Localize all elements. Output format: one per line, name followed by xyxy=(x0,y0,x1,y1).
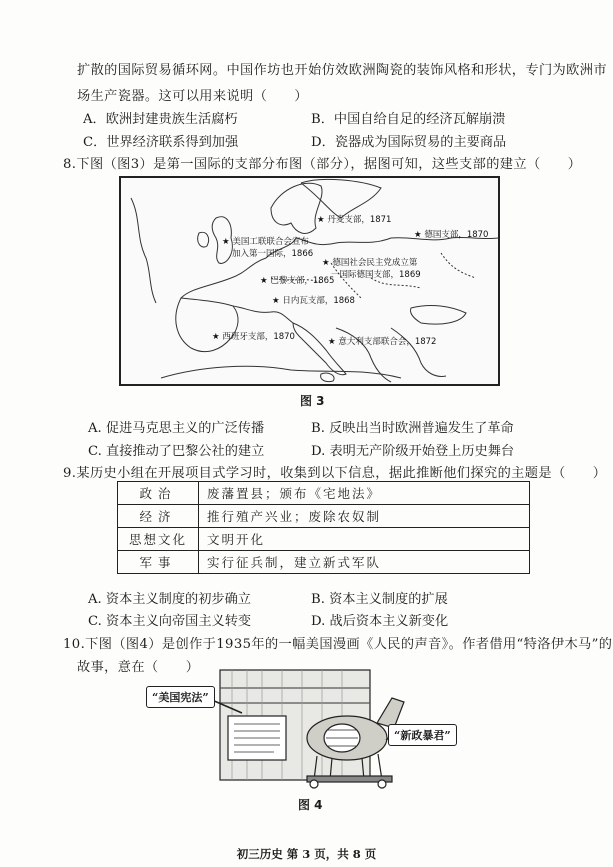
intro-line-1: 扩散的国际贸易循环网。中国作坊也开始仿效欧洲陶瓷的装饰风格和形状，专门为欧洲市 xyxy=(77,63,607,78)
q8-stem: 8.下图（图3）是第一国际的支部分布图（部分），据图可知，这些支部的建立（ ） xyxy=(63,157,582,172)
q7-option-d: D．瓷器成为国际贸易的主要商品 xyxy=(311,135,507,150)
tag-us-constitution: “美国宪法” xyxy=(146,686,215,708)
q9-option-c: C. 资本主义向帝国主义转变 xyxy=(88,614,252,629)
figure-3-caption: 图 3 xyxy=(300,394,325,408)
q10-stem-1: 10.下图（图4）是创作于1935年的一幅美国漫画《人民的声音》。作者借用“特洛伊木马”的 xyxy=(63,637,613,652)
table-row xyxy=(118,482,530,505)
figure-4-caption: 图 4 xyxy=(298,798,323,812)
table-row xyxy=(118,551,530,574)
trojan-horse-cartoon xyxy=(142,668,482,790)
intro-line-2: 场生产瓷器。这可以用来说明（ ） xyxy=(77,89,308,104)
map-label-usa-2: 加入第一国际，1866 xyxy=(232,249,314,259)
table-cell-value: 文明开化 xyxy=(199,528,530,551)
table-cell-value: 推行殖产兴业；废除农奴制 xyxy=(199,505,530,528)
table-cell-key: 军事 xyxy=(118,551,199,574)
q8-option-b: B. 反映出当时欧洲普遍发生了革命 xyxy=(311,421,514,436)
map-label-german-sd: ★ 德国社会民主党成立第 xyxy=(322,258,418,268)
q10-stem-2: 故事，意在（ ） xyxy=(77,660,200,675)
map-label-spain: ★ 西班牙支部，1870 xyxy=(212,332,295,342)
q9-stem: 9.某历史小组在开展项目式学习时，收集到以下信息，据此推断他们探究的主题是（ ） xyxy=(63,466,607,481)
map-label-paris: ★ 巴黎支部，1865 xyxy=(260,276,335,286)
table-cell-value: 废藩置县；颁布《宅地法》 xyxy=(199,482,530,505)
q9-info-table xyxy=(117,481,530,574)
q9-option-b: B. 资本主义制度的扩展 xyxy=(311,592,448,607)
q7-option-c: C．世界经济联系得到加强 xyxy=(83,135,239,150)
table-cell-key: 思想文化 xyxy=(118,528,199,551)
tag-new-deal-tyrant: “新政暴君” xyxy=(388,724,457,746)
map-label-german-sd-2: 一国际德国支部，1869 xyxy=(331,270,421,280)
map-label-usa: ★ 美国工联联合会宣布 xyxy=(222,237,309,247)
map-label-geneva: ★ 日内瓦支部，1868 xyxy=(272,296,355,306)
table-cell-value: 实行征兵制，建立新式军队 xyxy=(199,551,530,574)
page-footer: 初三历史 第 3 页，共 8 页 xyxy=(236,847,377,861)
q7-option-a: A．欧洲封建贵族生活腐朽 xyxy=(83,112,238,127)
table-cell-key: 经济 xyxy=(118,505,199,528)
table-row xyxy=(118,505,530,528)
map-label-denmark: ★ 丹麦支部，1871 xyxy=(317,215,392,225)
q8-option-c: C. 直接推动了巴黎公社的建立 xyxy=(88,444,265,459)
q8-option-a: A. 促进马克思主义的广泛传播 xyxy=(88,421,265,436)
first-international-map xyxy=(119,176,500,386)
q7-option-b: B．中国自给自足的经济瓦解崩溃 xyxy=(311,112,506,127)
table-row xyxy=(118,528,530,551)
q8-option-d: D. 表明无产阶级开始登上历史舞台 xyxy=(311,444,515,459)
q9-option-a: A. 资本主义制度的初步确立 xyxy=(88,592,251,607)
map-label-germany: ★ 德国支部，1870 xyxy=(414,230,489,240)
table-cell-key: 政治 xyxy=(118,482,199,505)
map-label-italy: ★ 意大利支部联合会，1872 xyxy=(328,337,437,347)
q9-option-d: D. 战后资本主义新变化 xyxy=(311,614,449,629)
